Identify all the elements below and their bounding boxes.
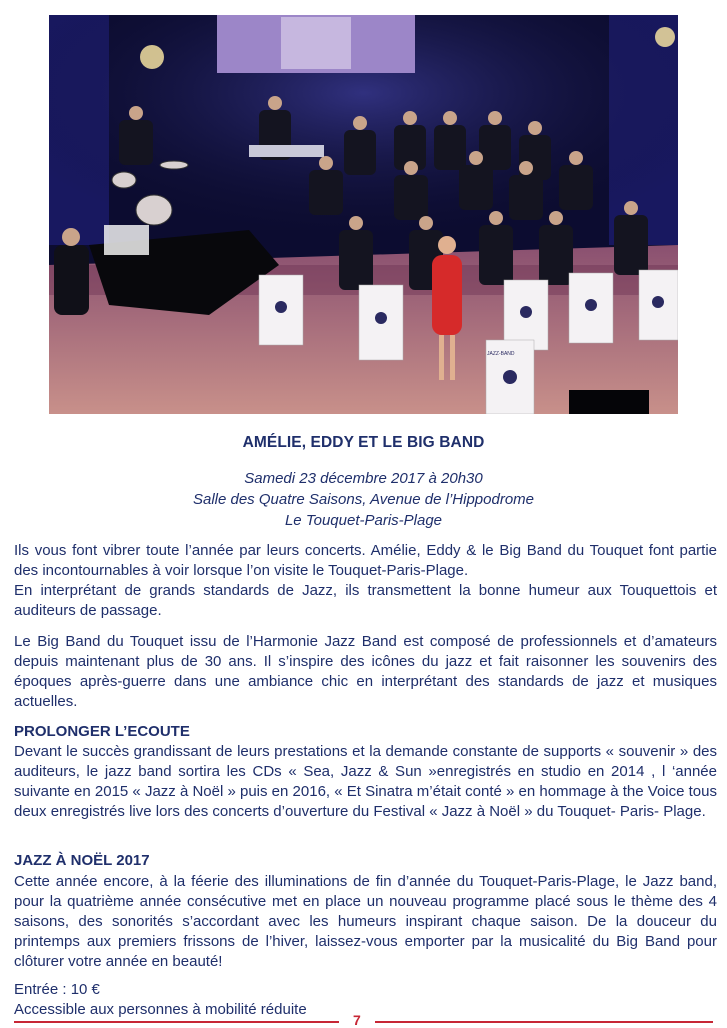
section-heading-prolonger: PROLONGER L’ECOUTE [14,723,190,740]
concert-photo [49,15,678,414]
intro-line-1: Ils vous font vibrer toute l’année par leurs concerts. Amélie, Eddy & le Big Band du Touquet font partie des incontournables à voir lorsque l’on visite le Touquet-Paris-Plage. [14,542,717,579]
accessibility-note: Accessible aux personnes à mobilité réduite [14,1001,307,1018]
page-number: 7 [353,1012,361,1028]
event-info [0,468,727,531]
paragraph-2-text: Le Big Band du Touquet issu de l’Harmonie Jazz Band est composé de professionnels et d’amateurs depuis maintenant plus de 30 ans. Il s’inspire des icônes du jazz et fait raisonner les souvenirs des époques après-guerre dans une ambiance chic en interprétant des standards de jazz et musiques actuelles. [14,633,717,710]
paragraph-2 [14,632,717,712]
section-prolonger-text [14,742,717,822]
photo-sign-label: JAZZ-BAND [487,351,515,357]
event-venue: Salle des Quatre Saisons, Avenue de l’Hippodrome [192,491,535,508]
section-prolonger-paragraph: Devant le succès grandissant de leurs prestations et la demande constante de supports « souvenir » des auditeurs, le jazz band sortira les CDs « Sea, Jazz & Sun »enregistrés en studio en 2014 , l ‘année suivante en 2015 « Jazz à Noël » puis en 2016, « Et Sinatra m’était conté » en hommage à the Voice tous deux enregistrés live lors des concerts d’ouverture du Festival « Jazz à Noël » du Touquet- Paris- Plage. [14,743,717,820]
intro-line-2: En interprétant de grands standards de Jazz, ils transmettent la bonne humeur aux Touquettois et auditeurs de passage. [14,582,717,619]
article-title: AMÉLIE, EDDY ET LE BIG BAND [242,434,485,451]
intro-paragraph [14,541,717,621]
entry-price: Entrée : 10 € [14,981,100,998]
event-city: Le Touquet-Paris-Plage [284,512,443,529]
page-rule-left [14,1021,339,1023]
page-rule-right [375,1021,713,1023]
section-jazz-noel-paragraph: Cette année encore, à la féerie des illuminations de fin d’année du Touquet-Paris-Plage, le Jazz band, pour la quatrième année consécutive met en place un nouveau programme placé sous le thème des 4 saisons, des sonorités s’accordant avec les humeurs inspirant chaque saison. De la douceur du printemps aux premiers frissons de l’hiver, laissez-vous emporter par la musicalité du Big Band pour clôturer votre année en beauté! [14,873,717,970]
event-date: Samedi 23 décembre 2017 à 20h30 [244,470,483,487]
section-jazz-noel-text [14,872,717,972]
section-heading-jazz-noel: JAZZ À NOËL 2017 [14,852,150,869]
